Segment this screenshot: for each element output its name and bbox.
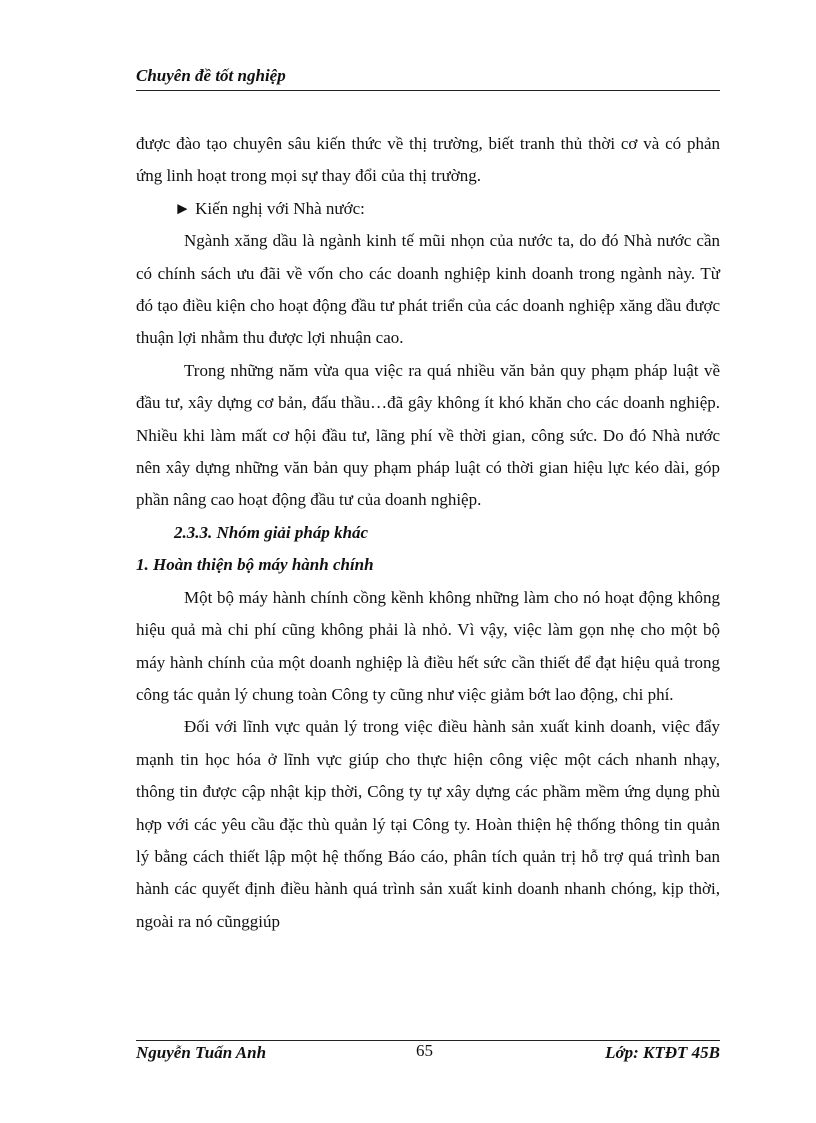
page-header [136,64,720,91]
header-title: Chuyên đề tốt nghiệp [136,66,286,85]
section-subheading: 2.3.3. Nhóm giải pháp khác [174,522,369,542]
paragraph-legal-documents: Trong những năm vừa qua việc ra quá nhiều văn bản quy phạm pháp luật về đầu tư, xây dựng cơ bản, đấu thầu…đã gây không ít khó khăn cho các doanh nghiệp. Nhiều khi làm mất cơ hội đầu tư, lãng phí về thời gian, công sức. Do đó Nhà nước nên xây dựng những văn bản quy phạm pháp luật có thời gian hiệu lực kéo dài, góp phần nâng cao hoạt động đầu tư của doanh nghiệp. [136,360,720,510]
paragraph-admin-apparatus: Một bộ máy hành chính cồng kềnh không những làm cho nó hoạt động không hiệu quả mà chi phí cũng không phải là nhỏ. Vì vậy, việc làm gọn nhẹ cho một bộ máy hành chính của một doanh nghiệp là điều hết sức cần thiết để đạt hiệu quả trong công tác quản lý chung toàn Công ty cũng như việc giảm bớt lao động, chi phí. [136,587,720,704]
paragraph-continuation: được đào tạo chuyên sâu kiến thức về thị trường, biết tranh thủ thời cơ và có phản ứng linh hoạt trong mọi sự thay đổi của thị trường. [136,134,720,186]
page-number: 65 [416,1041,433,1060]
section-heading: 1. Hoàn thiện bộ máy hành chính [136,555,374,575]
page-body [136,128,720,938]
footer-class: Lớp: KTĐT 45B [605,1043,720,1062]
footer-author: Nguyễn Tuấn Anh [136,1043,267,1062]
bullet-text: Kiến nghị với Nhà nước: [195,198,365,218]
paragraph-it-management: Đối với lĩnh vực quản lý trong việc điều hành sản xuất kinh doanh, việc đẩy mạnh tin học hóa ở lĩnh vực giúp cho thực hiện công việc một cách nhanh nhạy, thông tin được cập nhật kịp thời, Công ty tự xây dựng các phầm mềm ứng dụng phù hợp với các yêu cầu đặc thù quản lý tại Công ty. Hoàn thiện hệ thống thông tin quản lý bằng cách thiết lập một hệ thống Báo cáo, phân tích quản trị hỗ trợ quá trình ban hành các quyết định điều hành quá trình sản xuất kinh doanh nhanh chóng, kịp thời, ngoài ra nó cũnggiúp [136,717,720,931]
paragraph-petroleum-industry: Ngành xăng dầu là ngành kinh tế mũi nhọn của nước ta, do đó Nhà nước cần có chính sách ưu đãi về vốn cho các doanh nghiệp kinh doanh trong ngành này. Từ đó tạo điều kiện cho hoạt động đầu tư phát triển của các doanh nghiệp xăng dầu được thuận lợi nhằm thu được lợi nhuận cao. [136,231,720,348]
page-footer [136,1040,720,1071]
bullet-arrow-icon: ► [174,198,191,218]
bullet-recommendation [136,193,720,225]
